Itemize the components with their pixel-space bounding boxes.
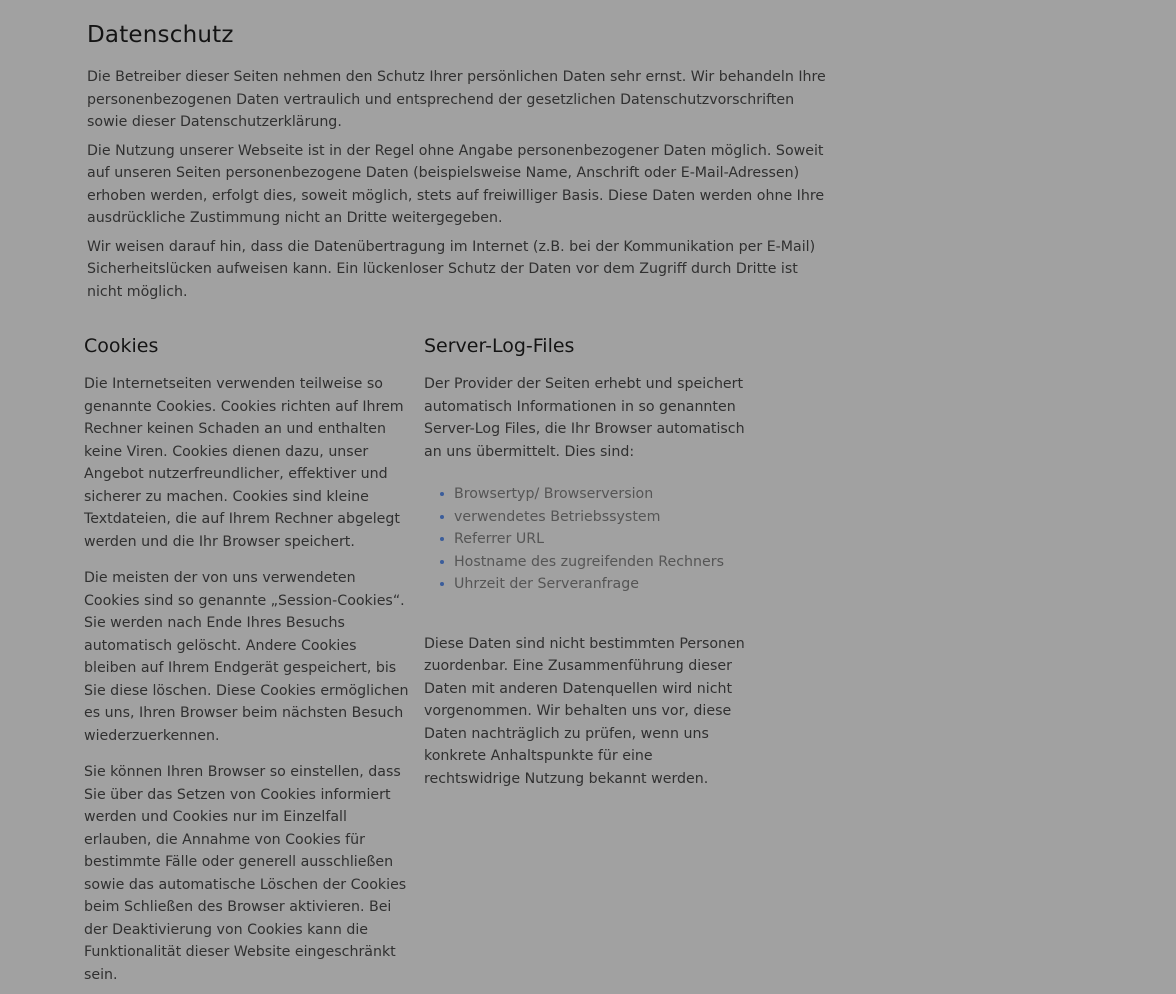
cookies-title: Cookies	[84, 335, 159, 357]
bullet-icon	[440, 537, 444, 541]
cookies-paragraph-1: Die Internetseiten verwenden teilweise so genannte Cookies. Cookies richten auf Ihrem Rechner keinen Schaden an und enthalten keine Viren. Cookies dienen dazu, unser Angebot nutzerfreundlicher, effektiver und sicherer zu machen. Cookies sind kleine Textdateien, die auf Ihrem Rechner abgelegt werden und die Ihr Browser speichert.	[84, 376, 404, 550]
bullet-icon	[440, 560, 444, 564]
list-item-label: Hostname des zugreifenden Rechners	[454, 553, 724, 570]
list-item	[440, 483, 749, 506]
intro-paragraph-3: Wir weisen darauf hin, dass die Datenübertragung im Internet (z.B. bei der Kommunikation per E-Mail) Sicherheitslücken aufweisen kann. Ein lückenloser Schutz der Daten vor dem Zugriff durch Dritte ist nicht möglich.	[87, 238, 816, 300]
list-item-label: Browsertyp/ Browserversion	[454, 486, 654, 502]
list-item	[440, 528, 749, 551]
server-log-section	[424, 332, 749, 804]
cookies-paragraph-2: Die meisten der von uns verwendeten Cookies sind so genannte „Session-Cookies“. Sie werden nach Ende Ihres Besuchs automatisch gelöscht. Andere Cookies bleiben auf Ihrem Endgerät gespeichert, bis Sie diese löschen. Diese Cookies ermöglichen es uns, Ihren Browser beim nächsten Besuch wiederzuerkennen.	[84, 570, 409, 744]
intro-section	[87, 18, 837, 309]
server-log-outro: Diese Daten sind nicht bestimmten Personen zuordenbar. Eine Zusammenführung dieser Daten mit anderen Datenquellen wird nicht vorgenommen. Wir behalten uns vor, diese Daten nachträglich zu prüfen, wenn uns konkrete Anhaltspunkte für eine rechtswidrige Nutzung bekannt werden.	[424, 635, 745, 787]
list-item	[440, 573, 749, 596]
page-title: Datenschutz	[87, 22, 234, 48]
list-item	[440, 506, 749, 529]
server-log-list	[424, 483, 749, 596]
list-item-label: Uhrzeit der Serveranfrage	[454, 576, 639, 592]
server-log-title: Server-Log-Files	[424, 335, 575, 357]
cookies-section	[84, 332, 409, 994]
bullet-icon	[440, 492, 444, 496]
cookies-paragraph-3: Sie können Ihren Browser so einstellen, dass Sie über das Setzen von Cookies informiert werden und Cookies nur im Einzelfall erlauben, die Annahme von Cookies für bestimmte Fälle oder generell ausschließen sowie das automatische Löschen der Cookies beim Schließen des Browser aktivieren. Bei der Deaktivierung von Cookies kann die Funktionalität dieser Website eingeschränkt sein.	[84, 764, 407, 983]
bullet-icon	[440, 582, 444, 586]
intro-paragraph-2: Die Nutzung unserer Webseite ist in der Regel ohne Angabe personenbezogener Daten möglich. Soweit auf unseren Seiten personenbezogene Daten (beispielsweise Name, Anschrift oder E-Mail-Adressen) erhoben werden, erfolgt dies, soweit möglich, stets auf freiwilliger Basis. Diese Daten werden ohne Ihre ausdrückliche Zustimmung nicht an Dritte weitergegeben.	[87, 142, 825, 226]
list-item-label: verwendetes Betriebssystem	[454, 508, 661, 525]
bullet-icon	[440, 515, 444, 519]
intro-paragraph-1: Die Betreiber dieser Seiten nehmen den Schutz Ihrer persönlichen Daten sehr ernst. Wir behandeln Ihre personenbezogenen Daten vertraulich und entsprechend der gesetzlichen Datenschutzvorschriften sowie dieser Datenschutzerklärung.	[87, 69, 826, 130]
list-item-label: Referrer URL	[454, 531, 544, 547]
list-item	[440, 551, 749, 574]
server-log-intro: Der Provider der Seiten erhebt und speichert automatisch Informationen in so genannten Server-Log Files, die Ihr Browser automatisch an uns übermittelt. Dies sind:	[424, 376, 745, 460]
